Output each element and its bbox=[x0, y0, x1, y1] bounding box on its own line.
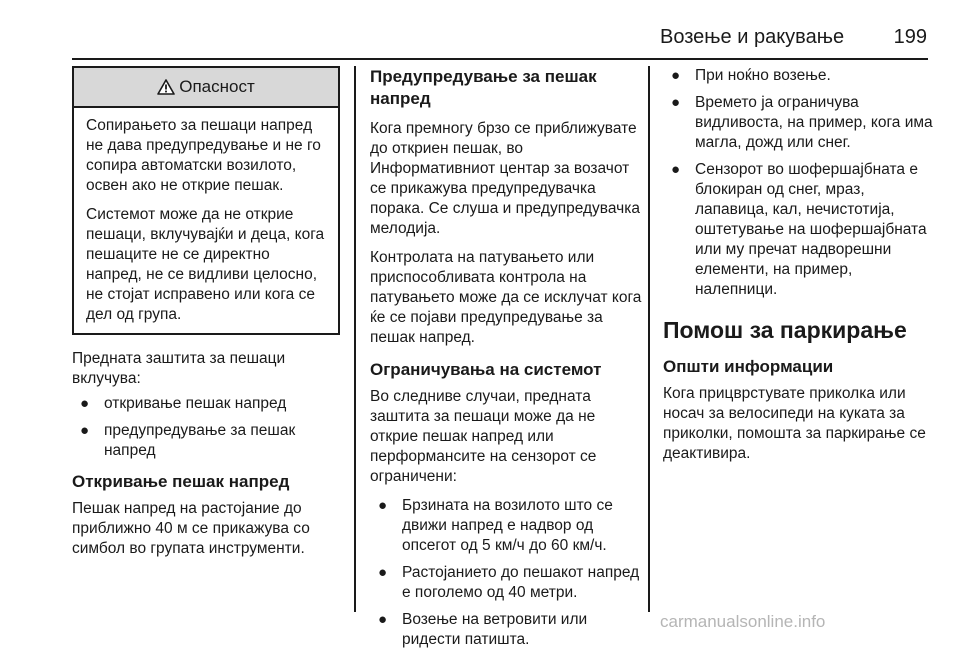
heading-detection: Откривање пешак напред bbox=[72, 472, 290, 491]
list-item: ● При ноќно возење. bbox=[671, 67, 831, 84]
heading-warning: Предупредување за пешак напред bbox=[370, 67, 597, 108]
warning-paragraph-2: Контролата на патувањето или приспособливата контрола на патувањето може да се исклучат кога ќе се појави предупредување за пешак напред. bbox=[370, 249, 642, 346]
bullet-icon: ● bbox=[378, 497, 388, 514]
watermark: carmanualsonline.info bbox=[660, 612, 826, 631]
bullet-icon: ● bbox=[378, 564, 388, 581]
header-rule bbox=[72, 58, 928, 60]
page-header bbox=[660, 26, 927, 49]
column-3 bbox=[663, 66, 935, 473]
warning-icon bbox=[157, 79, 175, 95]
feature-list bbox=[72, 394, 340, 461]
limitations-list bbox=[370, 496, 642, 650]
list-item: ● Сензорот во шофершајбната е блокиран од снег, мраз, лапавица, кал, нечистотија, оштетување на шофершајбната или му пречат надворешни елементи, на пример, налепници. bbox=[671, 161, 927, 298]
limitations-paragraph: Во следниве случаи, предната заштита за пешаци може да не открие пешак напред или перформансите на сензорот се ограничени: bbox=[370, 388, 597, 485]
bullet-icon: ● bbox=[378, 611, 388, 628]
list-item: ● Брзината на возилото што се движи напред е надвор од опсегот од 5 км/ч до 60 км/ч. bbox=[378, 497, 613, 554]
detection-paragraph: Пешак напред на растојание до приближно 40 м се прикажува со симбол во групата инструменти. bbox=[72, 500, 310, 557]
list-item: ● Возење на ветровити или ридести патишта. bbox=[378, 611, 588, 648]
danger-paragraph-1: Сопирањето за пешаци напред не дава предупредување и не го сопира автоматски возилото, освен ако не открие пешак. bbox=[86, 117, 321, 194]
limitations-list-continued bbox=[663, 66, 935, 300]
section-title: Возење и ракување bbox=[660, 26, 845, 48]
danger-body bbox=[74, 108, 338, 333]
list-item: ● Растојанието до пешакот напред е поголемо од 40 метри. bbox=[378, 564, 640, 601]
heading-limitations: Ограничувања на системот bbox=[370, 360, 602, 379]
column-divider bbox=[354, 66, 356, 612]
bullet-icon: ● bbox=[671, 67, 681, 84]
column-2 bbox=[370, 66, 642, 660]
list-item: ● предупредување за пешак напред bbox=[80, 422, 296, 459]
danger-box bbox=[72, 66, 340, 335]
bullet-icon: ● bbox=[80, 422, 90, 439]
list-item: ● Времето ја ограничува видливоста, на пример, кога има магла, дожд или снег. bbox=[671, 94, 933, 151]
heading-general-info: Општи информации bbox=[663, 357, 834, 376]
intro-paragraph: Предната заштита за пешаци вклучува: bbox=[72, 350, 286, 387]
warning-paragraph-1: Кога премногу брзо се приближувате до откриен пешак, во Информативниот центар за возачот се прикажува предупредувачка порака. Се слуша и предупредувачка мелодија. bbox=[370, 120, 640, 237]
list-item: ● откривање пешак напред bbox=[80, 395, 287, 412]
danger-paragraph-2: Системот може да не открие пешаци, вклучувајќи и деца, кога пешаците не се директно напред, не се видливи целосно, не стојат исправено или кога се дел од група. bbox=[86, 206, 325, 323]
column-1 bbox=[72, 66, 340, 568]
page-number: 199 bbox=[893, 26, 927, 48]
bullet-icon: ● bbox=[671, 161, 681, 178]
danger-title: Опасност bbox=[179, 77, 255, 96]
heading-parking-assist: Помош за паркирање bbox=[663, 317, 907, 343]
general-info-paragraph: Кога прицврстувате приколка или носач за велосипеди на куката за приколки, помошта за паркирање се деактивира. bbox=[663, 385, 926, 462]
column-divider bbox=[648, 66, 650, 612]
bullet-icon: ● bbox=[80, 395, 90, 412]
danger-header bbox=[74, 68, 338, 108]
bullet-icon: ● bbox=[671, 94, 681, 111]
